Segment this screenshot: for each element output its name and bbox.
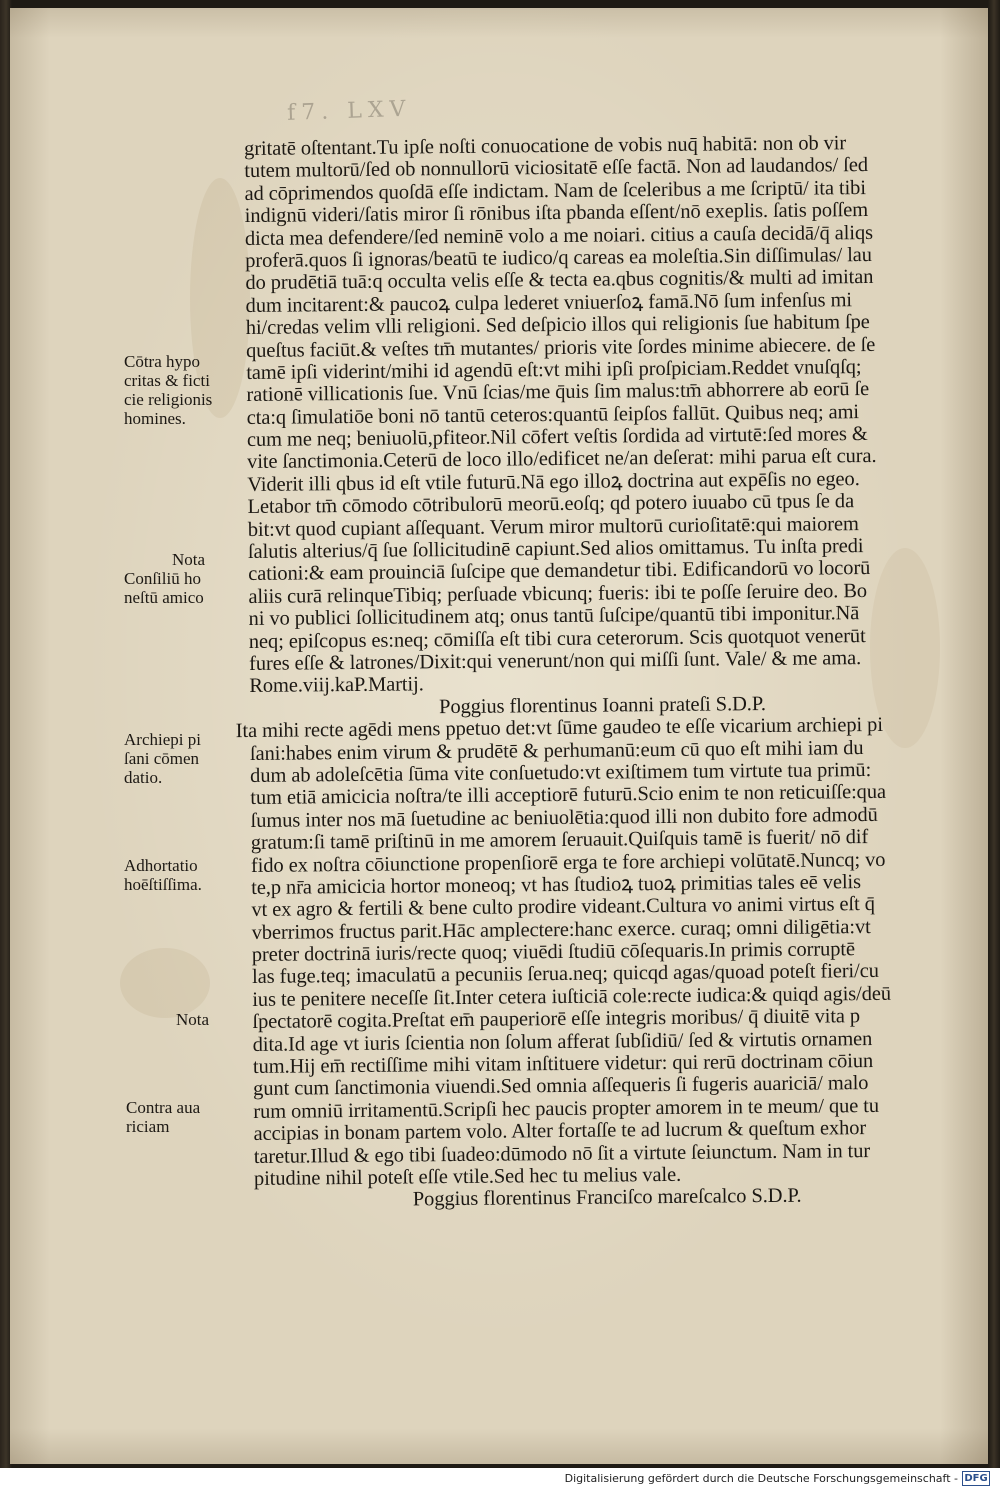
text-line: cationi:& eam prouinciā ſuſcipe que demandetur tibi. Edificandorū vo locorū bbox=[248, 557, 871, 586]
text-line: ſumus inter nos mā ſuetudine ac beniuolētia:quod illi non dubito fore admodū bbox=[250, 803, 878, 832]
marginal-note-consilium bbox=[124, 550, 205, 607]
dfg-logo: DFG bbox=[962, 1471, 990, 1486]
text-line: ni vo publici ſollicitudinem atq; onus tantū ſuſcipe/quantū tibi imponitur.Nā bbox=[248, 602, 860, 631]
text-line: indignū videri/ſatis miror ſi rōnibus iſta pbanda eſſent/nō exeplis. ſatis poſſem bbox=[244, 199, 869, 228]
text-line: do prudētiā tuā:q occulta velis eſſe & tecta ea.qbus cognitis/& multi ad imitan bbox=[245, 266, 874, 295]
paper-stain bbox=[120, 948, 210, 1018]
margin-line: critas & ficti bbox=[124, 371, 210, 390]
main-text-block bbox=[235, 131, 960, 1212]
margin-line: neſtū amico bbox=[124, 588, 204, 607]
text-line: hi/credas velim vlli religioni. Sed deſpicio illos qui religionis ſue habitum ſpe bbox=[245, 311, 870, 340]
book-page bbox=[10, 8, 988, 1464]
letter-heading: Poggius florentinus Franciſco mareſcalco S.D.P. bbox=[412, 1185, 802, 1211]
text-line: pitudine nihil poteſt eſſe vtile.Sed hec tu melius vale. bbox=[253, 1163, 682, 1190]
margin-line: Conſiliū ho bbox=[124, 569, 201, 588]
margin-line: homines. bbox=[124, 409, 186, 428]
text-line: vt ex agro & fertili & bene culto prodire videant.Cultura vo animi virtus eſt q̄ bbox=[251, 893, 875, 922]
text-line: ius te penitere neceſſe ſit.Inter cetera iuſticiā cole:recte iudica:& quiqd agis/deū bbox=[252, 982, 892, 1011]
text-line: fures eſſe & latrones/Dixit:qui venerunt/non qui miſſi ſunt. Vale/ & me ama. bbox=[248, 647, 862, 675]
text-line: Viderit illi qbus id eſt vtile futurū.Nā ego illoꝝ doctrina aut expēſis no egeo. bbox=[247, 467, 860, 496]
text-line: accipias in bonam partem volo. Alter fortaſſe te ad lucrum & queſtum exhor bbox=[253, 1117, 867, 1146]
text-line: queſtus faciūt.& veſtes tm̄ mutantes/ prioris vite ſordes minime abiecere. de ſe bbox=[245, 333, 876, 362]
text-line: ſalutis alterius/q̄ ſue ſollicitudinē capiunt.Sed alios omittamus. Tu inſta predi bbox=[247, 535, 864, 564]
text-line: bit:vt quod cupiant aſſequant. Verum miror multorū curioſitatē:qui maiorem bbox=[247, 512, 859, 541]
text-line: Ita mihi recte agēdi mens ppetuo det:vt ſūme gaudeo te eſſe vicarium archiepi pi bbox=[235, 714, 883, 743]
text-line: gratum:ſi tamē priſtinū in me amorem ſeruauit.Quiſquis tamē is fuerit/ nō dif bbox=[250, 826, 869, 855]
margin-line: Adhortatio bbox=[124, 856, 198, 875]
marginal-note-nota bbox=[176, 1010, 209, 1029]
text-line: dita.Id age vt iuris ſcientia non ſolum afferat ſubſidiū/ ſed & virtutis ornamen bbox=[252, 1027, 873, 1056]
text-line: aliis curā relinqueTibiq; perſuade vbicunq; fueris: ibi te poſſe ſeruire deo. Bo bbox=[248, 579, 868, 608]
text-line: gunt cum ſanctimonia viuendi.Sed omnia aſſequeris ſi fugeris auariciā/ malo bbox=[253, 1072, 869, 1101]
text-line: ſpectatorē cogita.Preſtat em̄ pauperiorē eſſe integris moribus/ q̄ diuitē vita p bbox=[252, 1005, 861, 1034]
margin-line: Contra aua bbox=[126, 1098, 201, 1117]
margin-line: cie religionis bbox=[124, 390, 213, 409]
text-line: dum ab adoleſcētia ſūma vite conſuetudo:vt exiſtimem tum virtute tua primū: bbox=[250, 758, 872, 787]
text-line: rum omniū irritamentū.Scripſi hec paucis propter amorem in te meum/ que tu bbox=[253, 1094, 880, 1123]
text-line: Letabor tm̄ cōmodo cōtribulorū meorū.eoſq; qd potero iuuabo cū tpus ſe da bbox=[247, 490, 855, 519]
letter-heading: Poggius florentinus Ioanni prateſi S.D.P. bbox=[438, 692, 766, 718]
margin-line: Nota bbox=[172, 550, 206, 569]
margin-line: hoēſtiſſima. bbox=[124, 875, 202, 894]
margin-line: datio. bbox=[124, 768, 163, 787]
margin-line: Nota bbox=[176, 1010, 210, 1029]
text-line: Rome.viij.kaP.Martij. bbox=[249, 673, 424, 698]
text-line: dicta mea defendere/ſed neminē volo a me noiari. citius a cauſa decidā/q̄ aliqs bbox=[244, 221, 874, 250]
text-line: tum.Hij em̄ rectiſſime mihi vitam inſtituere videtur: qui rerū doctrinam cōiun bbox=[252, 1050, 874, 1078]
text-line: ſani:habes enim virum & prudētē & perhumanū:eum cū quo eſt mihi iam du bbox=[249, 736, 864, 765]
text-line: tamē ipſi viderint/mihi id agendū eſt:vt mihi ipſi proſpiciam.Reddet vnuſqſq; bbox=[246, 355, 862, 384]
text-line: cta:q ſimulatiōe boni nō tantū ceteros:quantū ſeipſos fallūt. Quibus neq; ami bbox=[246, 400, 860, 429]
text-line: cum me neq; beniuolū,pfiteor.Nil cōfert veſtis ſordida ad virtutē:ſed mores & bbox=[246, 423, 868, 452]
text-line: rationē villicationis ſue. Vnū ſcias/me q̄uis ſim malus:tm̄ abhorrere ab eorū ſe bbox=[246, 378, 870, 407]
text-line: las fuge.teq; imaculatū a pecuniis ſerua.neq; quicqd agas/quoad poteſt fieri/cu bbox=[251, 960, 879, 989]
text-line: proferā.quos ſi ignoras/beatū te iudico/q careas ea moleſtia.Sin diſſimulas/ lau bbox=[245, 243, 873, 272]
text-line: te,p nr̄a amicicia hortor moneoq; vt has ſtudioꝝ tuoꝝ primitias tales eē velis bbox=[251, 871, 862, 899]
text-line: fido ex noſtra cōiunctione propenſiorē erga te fore archiepi volūtatē.Nuncq; vo bbox=[250, 848, 886, 877]
footer-credit: Digitalisierung gefördert durch die Deutsche Forschungsgemeinschaft - bbox=[564, 1472, 958, 1485]
margin-line: Cōtra hypo bbox=[124, 352, 201, 371]
text-line: vite ſanctimonia.Ceterū de loco illo/edificet ne/an deſerat: mihi parua eſt cura. bbox=[247, 445, 877, 474]
marginal-note-avaritia bbox=[126, 1098, 200, 1136]
margin-line: ſani cōmen bbox=[124, 749, 200, 768]
folio-number: f7. LXV bbox=[286, 96, 412, 126]
marginal-note-hypocritas bbox=[124, 352, 212, 428]
text-line: gritatē oſtentant.Tu ipſe noſti conuocatione de vobis nuq̄ habitā: non ob vir bbox=[244, 132, 847, 160]
text-line: ad cōprimendos quoſdā eſſe indictam. Nam de ſceleribus a me ſcriptū/ ita tibi bbox=[244, 176, 866, 205]
text-line: neq; epiſcopus es:neq; cōmiſſa eſt tibi cura ceterorum. Scis quotquot venerūt bbox=[248, 624, 866, 653]
text-line: tutem multorū/ſed ob nonnullorū viciositatē eſſe factā. Non ad laudandos/ ſed bbox=[244, 154, 869, 183]
footer-bar bbox=[0, 1468, 1000, 1491]
text-line: tum etiā amicicia noſtra/te illi acceptiorē futurū.Scio enim te non reticuiſſe:qua bbox=[250, 781, 887, 810]
marginal-note-archiepi bbox=[124, 730, 201, 787]
text-line: dum incitarent:& paucoꝝ culpa lederet vniuerſoꝝ famā.Nō ſum infenſus mi bbox=[245, 288, 853, 317]
text-line: taretur.Illud & ego tibi ſuadeo:dūmodo nō ſit a virtute ſeiunctum. Nam in tur bbox=[253, 1139, 871, 1168]
marginal-note-adhortatio bbox=[124, 856, 202, 894]
margin-line: Archiepi pi bbox=[124, 730, 201, 749]
text-line: vberrimos fructus parit.Hāc amplectere:hanc exerce. curaq; omni diligētia:vt bbox=[251, 915, 871, 944]
margin-line: riciam bbox=[126, 1117, 170, 1136]
text-line: preter doctrinā iuris/recte quoq; viuēdi ſtudiū cōſequaris.In primis corruptē bbox=[251, 938, 856, 967]
